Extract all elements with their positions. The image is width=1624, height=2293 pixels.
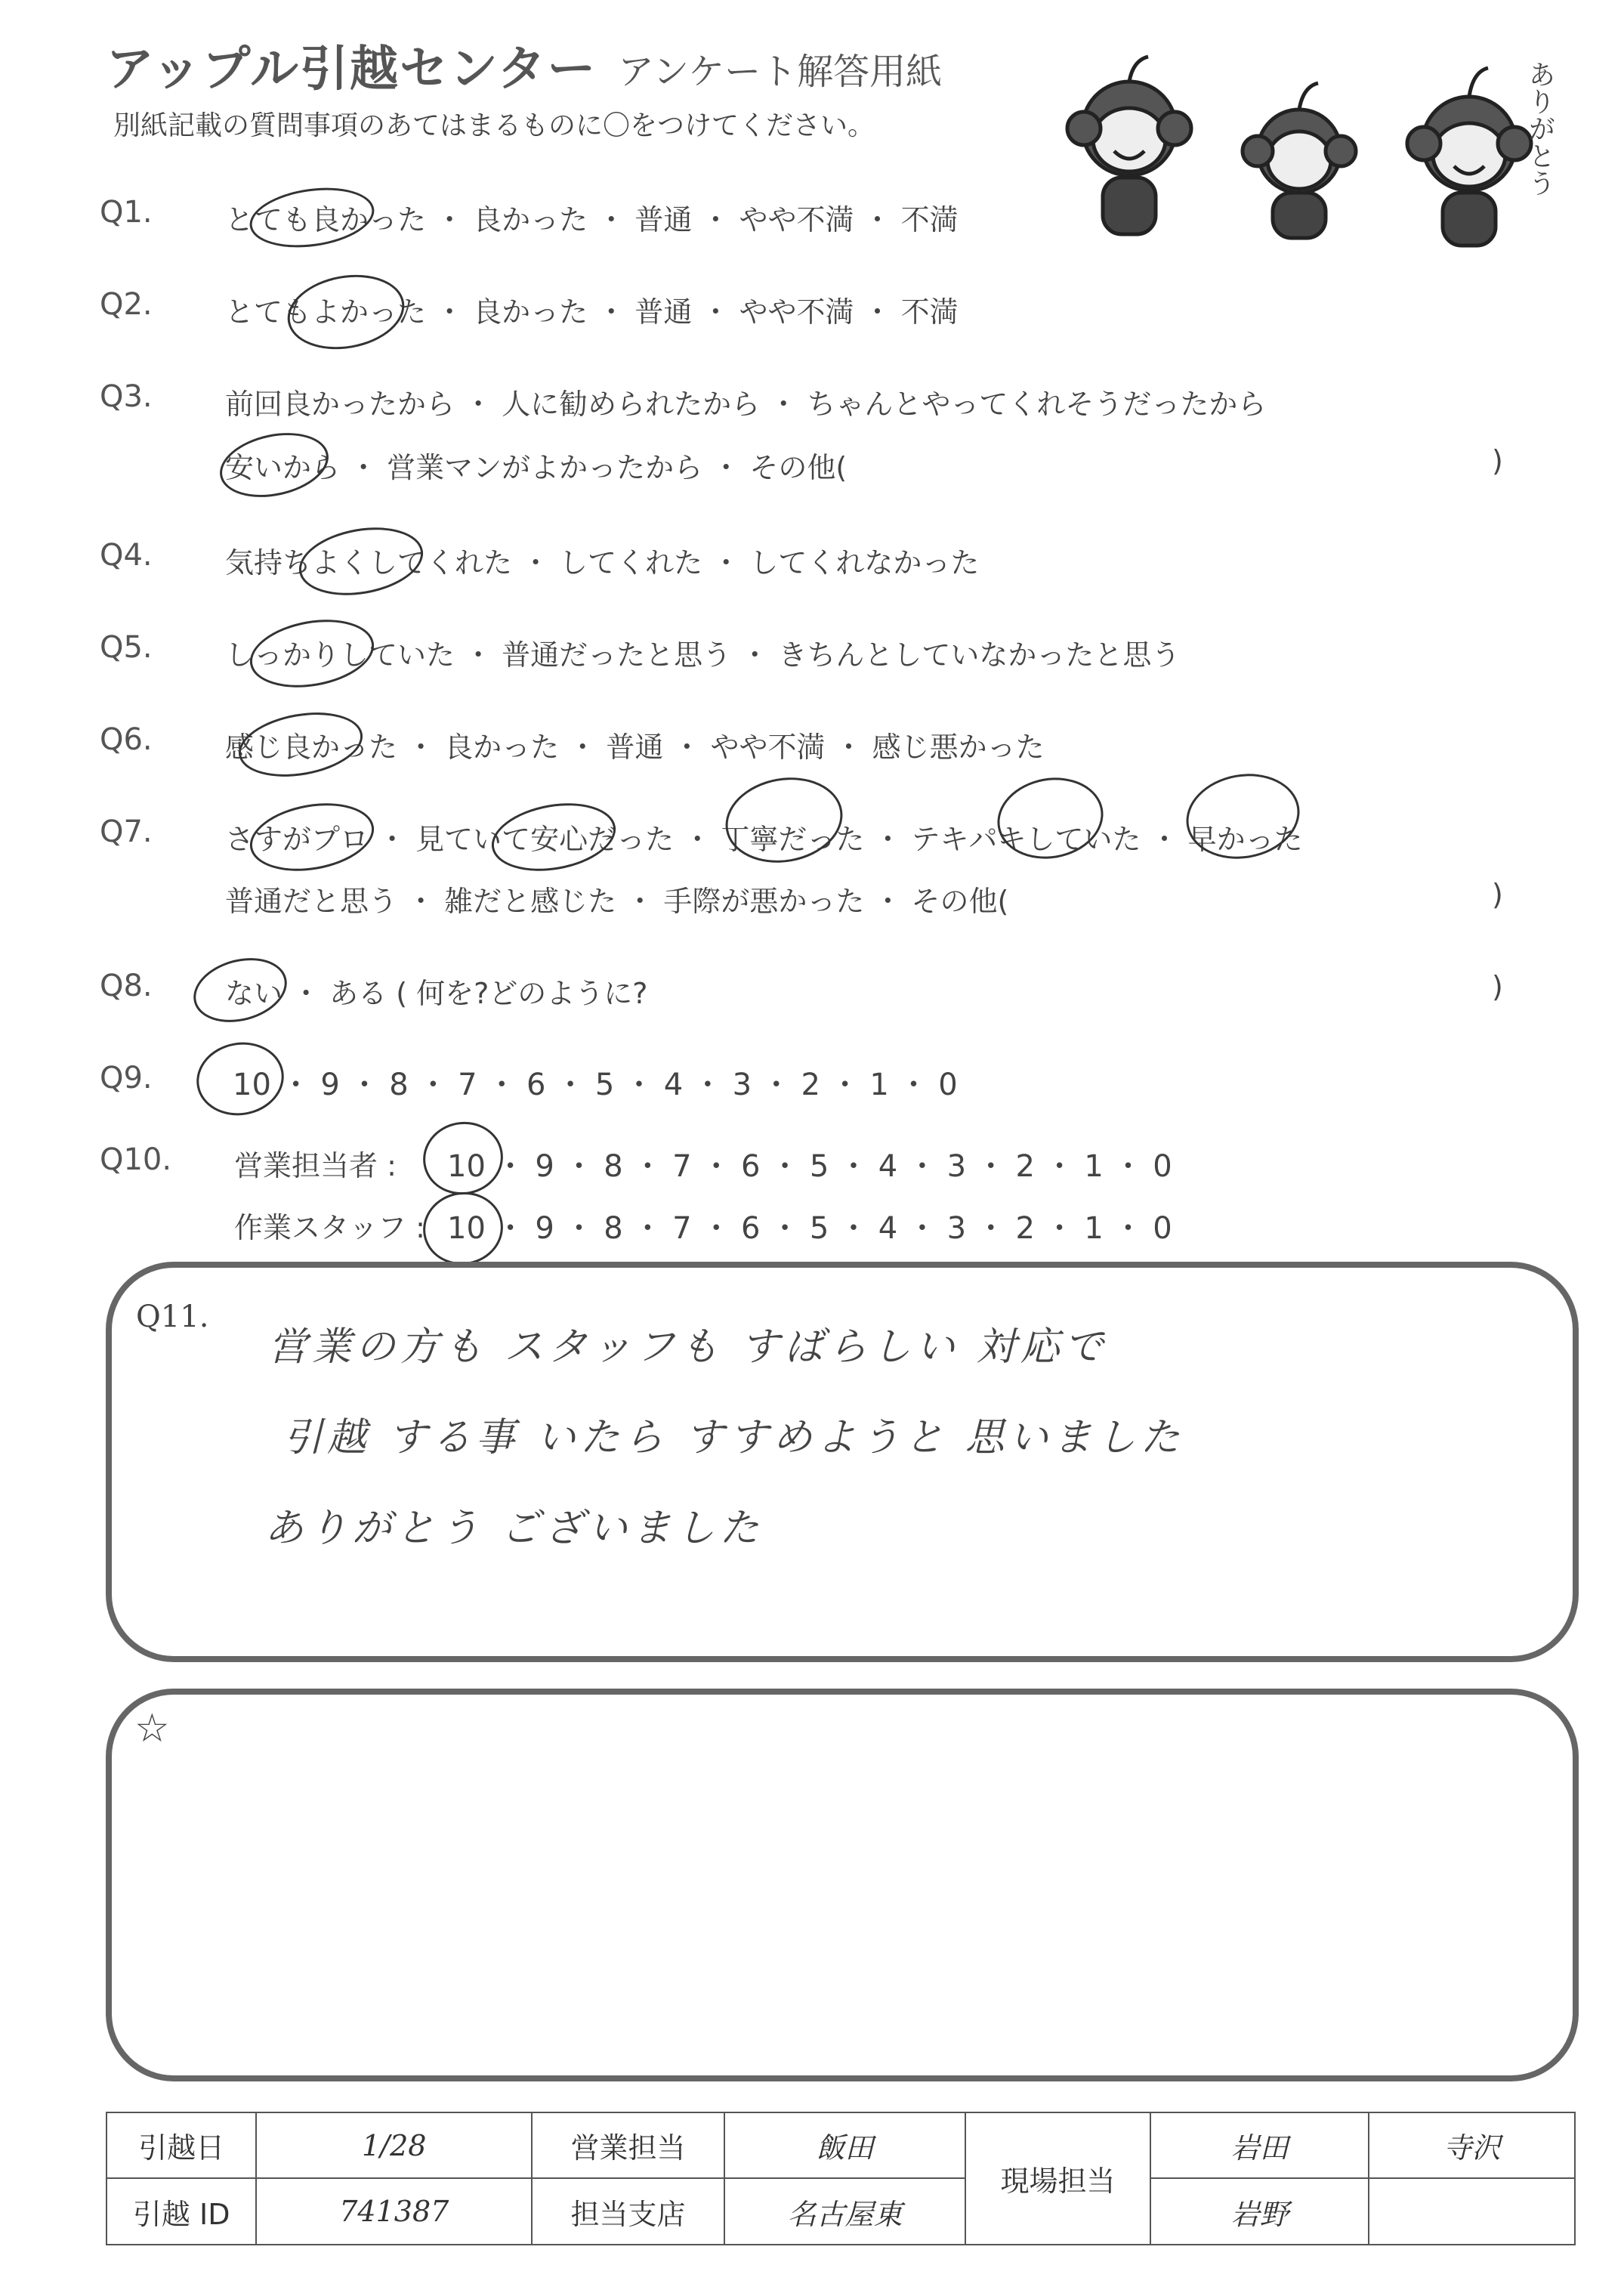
moving-id-label: 引越 ID	[107, 2178, 256, 2245]
q4-label: Q4.	[100, 538, 153, 573]
q7-answer-circle-2	[486, 794, 621, 880]
q8-answer-circle	[187, 948, 295, 1032]
star-comment-box	[106, 1689, 1579, 2081]
q2-options: とてもよかった ・ 良かった ・ 普通 ・ やや不満 ・ 不満	[225, 295, 959, 329]
q4-options: 気持ちよくしてくれた ・ してくれた ・ してくれなかった	[225, 546, 980, 579]
q11-comment-line2: 引越 する事 いたら すすめようと 思いました	[283, 1415, 1184, 1460]
star-icon: ☆	[134, 1706, 170, 1751]
moving-date-value: 1/28	[256, 2112, 532, 2178]
q6-label: Q6.	[100, 722, 153, 757]
form-subtitle: アンケート解答用紙	[618, 51, 943, 93]
q10-sales-answer-circle	[417, 1116, 508, 1201]
q5-options: しっかりしていた ・ 普通だったと思う ・ きちんとしていなかったと思う	[225, 638, 1181, 672]
q6-answer-circle	[233, 703, 368, 786]
site-value-2: 寺沢	[1369, 2112, 1575, 2178]
monkey-mascots-illustration	[1042, 45, 1571, 249]
q2-label: Q2.	[100, 287, 153, 322]
q1-answer-circle	[246, 181, 378, 255]
q3-label: Q3.	[100, 379, 153, 414]
sales-label: 営業担当	[532, 2112, 724, 2178]
q3-close-paren: )	[1492, 444, 1503, 477]
form-title: アップル引越センター	[106, 42, 597, 97]
q11-comment-line3: ありがとう ございました	[264, 1506, 764, 1551]
branch-label: 担当支店	[532, 2178, 724, 2245]
site-label: 現場担当	[965, 2112, 1150, 2245]
q8-close-paren: )	[1492, 970, 1503, 1003]
site-empty-cell	[1369, 2178, 1575, 2245]
q1-label: Q1.	[100, 195, 153, 230]
q10-sales-options: 10 ・ 9 ・ 8 ・ 7 ・ 6 ・ 5 ・ 4 ・ 3 ・ 2 ・ 1 ・ 0	[447, 1149, 1172, 1184]
q9-answer-circle	[191, 1036, 290, 1123]
q4-answer-circle	[294, 518, 428, 604]
q11-label: Q11.	[136, 1299, 209, 1334]
q7-answer-circle-1	[245, 794, 379, 880]
q1-options: とても良かった ・ 良かった ・ 普通 ・ やや不満 ・ 不満	[225, 203, 959, 236]
q9-label: Q9.	[100, 1061, 153, 1096]
site-value-3: 岩野	[1150, 2178, 1369, 2245]
q2-answer-circle	[282, 266, 410, 358]
q7-close-paren: )	[1492, 878, 1503, 911]
q10-label: Q10.	[100, 1142, 172, 1177]
q7-options-line2: 普通だと思う ・ 雑だと感じた ・ 手際が悪かった ・ その他(	[225, 885, 1009, 918]
moving-id-value: 741387	[256, 2178, 532, 2245]
site-value-1: 岩田	[1150, 2112, 1369, 2178]
q3-answer-circle	[214, 424, 335, 507]
q5-label: Q5.	[100, 630, 153, 665]
q10-staff-options: 10 ・ 9 ・ 8 ・ 7 ・ 6 ・ 5 ・ 4 ・ 3 ・ 2 ・ 1 ・ 0	[447, 1211, 1172, 1246]
q3-options-line2: 安いから ・ 営業マンがよかったから ・ その他(	[225, 451, 848, 484]
mascot-caption: ありがとう	[1524, 60, 1555, 196]
q6-options: 感じ良かった ・ 良かった ・ 普通 ・ やや不満 ・ 感じ悪かった	[225, 731, 1045, 764]
q10-sales-label: 営業担当者 :	[234, 1149, 397, 1182]
q11-comment-line1: 営業の方も スタッフも すばらしい 対応で	[268, 1324, 1108, 1370]
q5-answer-circle	[245, 610, 379, 697]
q9-options: 10 ・ 9 ・ 8 ・ 7 ・ 6 ・ 5 ・ 4 ・ 3 ・ 2 ・ 1 ・ 0	[233, 1068, 958, 1102]
q10-staff-label: 作業スタッフ :	[234, 1211, 425, 1244]
form-instruction: 別紙記載の質問事項のあてはまるものに〇をつけてください。	[113, 110, 875, 141]
q10-staff-answer-circle	[417, 1186, 508, 1272]
q8-label: Q8.	[100, 969, 153, 1003]
q7-options-line1: さすがプロ ・ 見ていて安心だった ・ 丁寧だった ・ テキパキしていた ・ 早かった	[225, 823, 1303, 856]
branch-value: 名古屋東	[724, 2178, 965, 2245]
sales-value: 飯田	[724, 2112, 965, 2178]
moving-date-label: 引越日	[107, 2112, 256, 2178]
q7-label: Q7.	[100, 814, 153, 849]
info-table	[106, 2112, 1576, 2245]
q8-options: ない ・ ある ( 何を?どのように?	[225, 977, 648, 1010]
q3-options-line1: 前回良かったから ・ 人に勧められたから ・ ちゃんとやってくれそうだったから	[225, 388, 1267, 421]
